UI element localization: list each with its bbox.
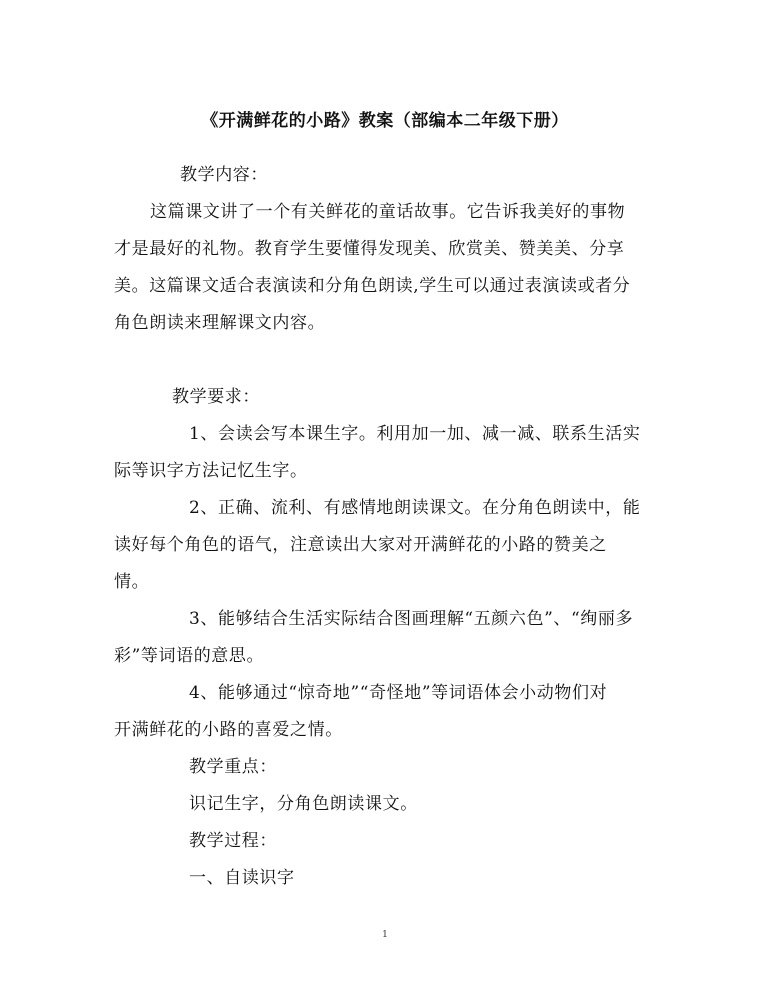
process-step: 一、自读识字	[189, 868, 295, 888]
document-title: 《开满鲜花的小路》教案（部编本二年级下册）	[201, 111, 569, 131]
key-points-heading: 教学重点：	[189, 757, 277, 777]
process-heading: 教学过程：	[189, 831, 277, 851]
requirement-line: 读好每个角色的语气，注意读出大家对开满鲜花的小路的赞美之	[114, 535, 607, 555]
content-paragraph-line: 美。这篇课文适合表演读和分角色朗读,学生可以通过表演读或者分	[114, 276, 631, 296]
requirements-heading: 教学要求：	[172, 387, 260, 407]
content-paragraph-line: 这篇课文讲了一个有关鲜花的童话故事。它告诉我美好的事物	[150, 202, 626, 222]
requirement-line: 情。	[114, 572, 150, 592]
requirement-line: 彩”等词语的意思。	[114, 646, 265, 666]
page-number: 1	[382, 930, 388, 940]
content-heading: 教学内容：	[180, 165, 268, 185]
requirement-line: 开满鲜花的小路的喜爱之情。	[114, 720, 343, 740]
requirement-line: 1、会读会写本课生字。利用加一加、减一减、联系生活实	[189, 424, 641, 444]
requirement-line: 际等识字方法记忆生字。	[114, 461, 308, 481]
requirement-line: 3、能够结合生活实际结合图画理解“五颜六色”、“绚丽多	[189, 609, 634, 629]
content-paragraph-line: 角色朗读来理解课文内容。	[114, 313, 326, 333]
requirement-line: 4、能够通过“惊奇地”“奇怪地”等词语体会小动物们对	[189, 683, 608, 703]
requirement-line: 2、正确、流利、有感情地朗读课文。在分角色朗读中，能	[189, 498, 641, 518]
content-paragraph-line: 才是最好的礼物。教育学生要懂得发现美、欣赏美、赞美美、分享	[114, 239, 625, 259]
key-points-line: 识记生字，分角色朗读课文。	[189, 794, 418, 814]
